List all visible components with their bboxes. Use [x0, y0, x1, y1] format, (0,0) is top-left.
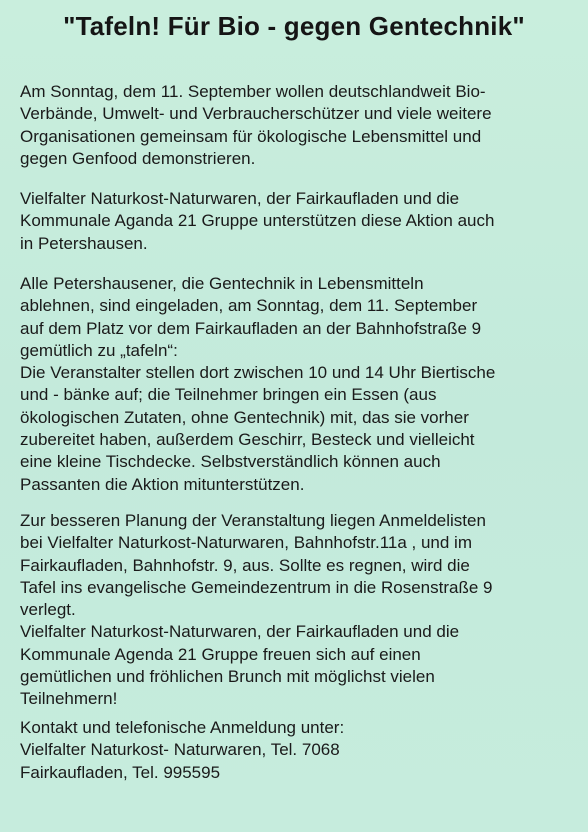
text-line: gemütlichen und fröhlichen Brunch mit möglichst vielen — [20, 667, 435, 687]
paragraph-supporters — [20, 188, 580, 255]
text-line: ökologischen Zutaten, ohne Gentechnik) mit, das sie vorher — [20, 407, 469, 427]
text-line: Verbände, Umwelt- und Verbraucherschützer und viele weitere — [20, 104, 492, 124]
text-line: Vielfalter Naturkost-Naturwaren, der Fairkaufladen und die — [20, 622, 460, 642]
text-line: verlegt. — [20, 600, 76, 620]
paragraph-invitation — [20, 273, 580, 496]
document-title: "Tafeln! Für Bio - gegen Gentechnik" — [63, 11, 525, 41]
text-line: Fairkaufladen, Tel. 995595 — [20, 762, 221, 782]
text-line: Am Sonntag, dem 11. September wollen deutschlandweit Bio- — [20, 82, 486, 101]
text-line: bei Vielfalter Naturkost-Naturwaren, Bahnhofstr.11a , und im — [20, 533, 472, 553]
text-line: Tafel ins evangelische Gemeindezentrum in die Rosenstraße 9 — [20, 577, 493, 597]
text-line: Zur besseren Planung der Veranstaltung liegen Anmeldelisten — [20, 511, 486, 530]
text-line: Organisationen gemeinsam für ökologische Lebensmittel und — [20, 126, 482, 146]
text-line: auf dem Platz vor dem Fairkaufladen an der Bahnhofstraße 9 — [20, 318, 482, 338]
paragraph-contact — [20, 717, 580, 784]
paragraph-intro — [20, 81, 580, 170]
text-line: Kommunale Aganda 21 Gruppe unterstützen diese Aktion auch — [20, 211, 495, 231]
text-line: in Petershausen. — [20, 233, 148, 253]
text-line: eine kleine Tischdecke. Selbstverständlich können auch — [20, 452, 441, 472]
text-line: gemütlich zu „tafeln“: — [20, 340, 178, 360]
text-line: Alle Petershausener, die Gentechnik in Lebensmitteln — [20, 274, 424, 293]
text-line: Passanten die Aktion mitunterstützen. — [20, 474, 305, 494]
text-line: Vielfalter Naturkost- Naturwaren, Tel. 7068 — [20, 740, 340, 760]
text-line: Kommunale Agenda 21 Gruppe freuen sich auf einen — [20, 644, 421, 664]
text-line: gegen Genfood demonstrieren. — [20, 148, 256, 168]
text-line: Fairkaufladen, Bahnhofstr. 9, aus. Sollte es regnen, wird die — [20, 555, 470, 575]
text-line: Vielfalter Naturkost-Naturwaren, der Fairkaufladen und die — [20, 189, 460, 208]
text-line: und - bänke auf; die Teilnehmer bringen ein Essen (aus — [20, 385, 437, 405]
text-line: Teilnehmern! — [20, 689, 118, 709]
text-line: zubereitet haben, außerdem Geschirr, Besteck und vielleicht — [20, 430, 475, 450]
text-line: Die Veranstalter stellen dort zwischen 10 und 14 Uhr Biertische — [20, 363, 496, 383]
paragraph-registration — [20, 510, 580, 711]
text-line: Kontakt und telefonische Anmeldung unter: — [20, 718, 345, 737]
text-line: ablehnen, sind eingeladen, am Sonntag, dem 11. September — [20, 296, 478, 316]
